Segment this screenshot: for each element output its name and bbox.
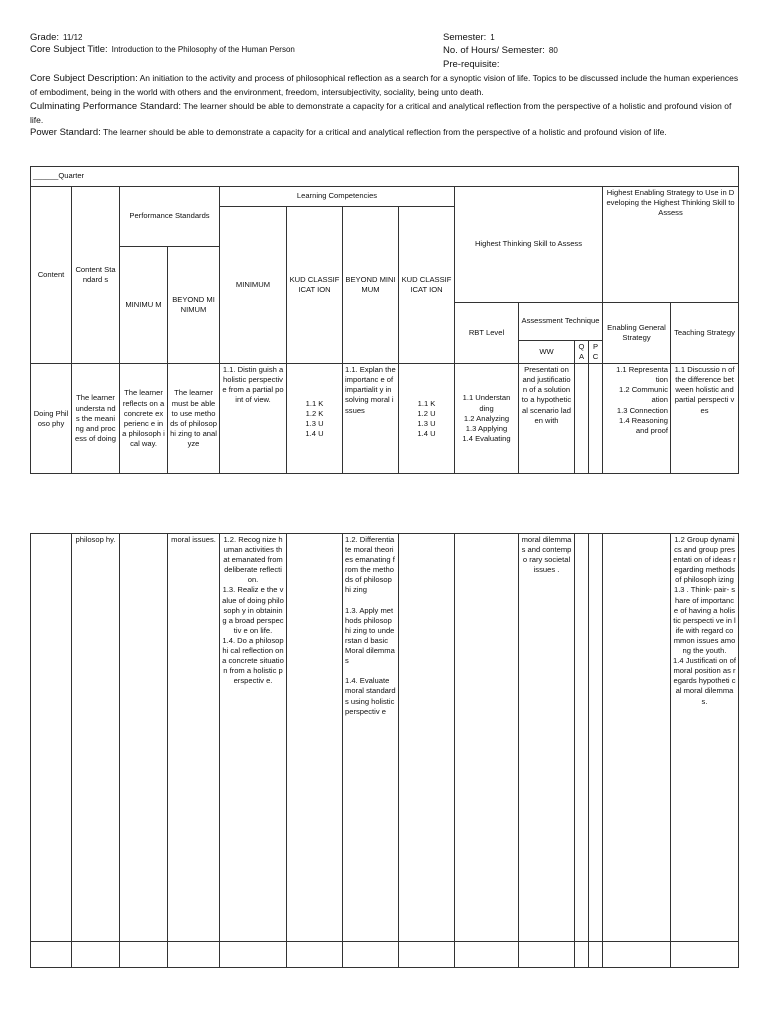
empty-cell [399, 942, 455, 968]
row1-kud-2: 1.1 K 1.2 U 1.3 U 1.4 U [399, 364, 455, 474]
row1-lc-minimum: 1.1. Distin guish a holistic perspectiv e from a partial point of view. [220, 364, 287, 474]
row1-qa [575, 364, 589, 474]
row1-kud-1: 1.1 K 1.2 K 1.3 U 1.4 U [287, 364, 343, 474]
row1-rbt-level: 1.1 Understan ding 1.2 Analyzing 1.3 Applying 1.4 Evaluating [455, 364, 519, 474]
hours-label: No. of Hours/ Semester: [443, 45, 545, 56]
row2-enabling-strategy [603, 534, 671, 942]
core-subject-description [30, 72, 742, 98]
row2-kud-2 [399, 534, 455, 942]
qa-header: Q A [575, 341, 589, 364]
performance-standards-header: Performance Standards [120, 187, 220, 247]
row2-teaching-strategy: 1.2 Group dynamics and group presentati on of ideas regarding methods of philosoph izing 1.3 . Think- pair- share of importanc e of having a holistic perspecti ve in life with regard common issues among the youth. 1.4 Justificati on of moral position as regards hypotheti cal moral dilemmas. [671, 534, 739, 942]
culminating-text: The learner should be able to demonstrate a capacity for a critical and analytical reflection from the perspective of a holistic and profound vision of life. [30, 101, 732, 125]
row1-content: Doing Philoso phy [31, 364, 72, 474]
row1-content-standard: The learner understa nds the meaning and process of doing [72, 364, 120, 474]
empty-cell [519, 942, 575, 968]
empty-cell [31, 942, 72, 968]
culminating-label: Culminating Performance Standard: [30, 101, 182, 112]
row1-perf-minimum: The learner reflects on a concrete experienc e in a philosoph ical way. [120, 364, 168, 474]
empty-cell [72, 942, 120, 968]
row2-kud-1 [287, 534, 343, 942]
rbt-level-header: RBT Level [455, 303, 519, 364]
empty-cell [343, 942, 399, 968]
power-standard [30, 126, 742, 140]
empty-cell [287, 942, 343, 968]
content-header: Content [31, 187, 72, 364]
hours-value: 80 [548, 46, 558, 55]
semester-line [443, 32, 495, 43]
grade-line [30, 32, 82, 43]
subject-value: Introduction to the Philosophy of the Human Person [111, 45, 295, 54]
row2-lc-beyond: 1.2. Differentia te moral theories emanating from the methods of philosophi zing 1.3. Apply methods philosophi zing to understan d basic Moral dilemmas 1.4. Evaluate moral standards using holistic perspectiv e [343, 534, 399, 942]
empty-cell [120, 942, 168, 968]
row1-teaching-strategy: 1.1 Discussio n of the difference between holistic and partial perspecti ves [671, 364, 739, 474]
row2-ww: moral dilemmas and contempo rary societal issues . [519, 534, 575, 942]
row2-lc-minimum: 1.2. Recog nize human activities that emanated from deliberate reflection. 1.3. Realiz e the value of doing philosoph y in obtaining a broad perspectiv e on life. 1.4. Do a philosophi cal reflection on a concrete situation from a holistic perspectiv e. [220, 534, 287, 942]
description-label: Core Subject Description: [30, 73, 138, 84]
description-text: An initiation to the activity and process of philosophical reflection as a search for a synoptic vision of life. Topics to be discussed include the human experiences of embodiment, being in the world with others and the environment, freedom, intersubjectivity, sociality, being unto death. [30, 73, 739, 97]
pc-header: P C [589, 341, 603, 364]
power-label: Power Standard: [30, 127, 101, 138]
culminating-standard [30, 100, 742, 126]
row1-enabling-strategy: 1.1 Representa tion 1.2 Communic ation 1.3 Connection 1.4 Reasoning and proof [603, 364, 671, 474]
empty-cell [575, 942, 589, 968]
empty-cell [220, 942, 287, 968]
curriculum-table-page1 [30, 166, 739, 474]
enabling-general-header: Enabling General Strategy [603, 303, 671, 364]
row2-content-standard: philosop hy. [72, 534, 120, 942]
lc-minimum-header: MINIMUM [220, 207, 287, 364]
row1-perf-beyond: The learner must be able to use methods of philosophi zing to analyze [168, 364, 220, 474]
empty-cell [589, 942, 603, 968]
row1-lc-beyond: 1.1. Explan the importanc e of impartialit y in solving moral issues [343, 364, 399, 474]
teaching-strategy-header: Teaching Strategy [671, 303, 739, 364]
enabling-strategy-header: Highest Enabling Strategy to Use in Developing the Highest Thinking Skill to Assess [603, 187, 739, 303]
prereq-label: Pre-requisite: [443, 59, 500, 70]
content-standards-header: Content Standard s [72, 187, 120, 364]
semester-label: Semester: [443, 32, 487, 43]
kud-header-1: KUD CLASSIFICAT ION [287, 207, 343, 364]
grade-value: 11/12 [63, 33, 83, 42]
row2-pc [589, 534, 603, 942]
row2-perf-beyond: moral issues. [168, 534, 220, 942]
empty-cell [455, 942, 519, 968]
thinking-skill-header: Highest Thinking Skill to Assess [455, 187, 603, 303]
perf-beyond-header: BEYOND MINIMUM [168, 247, 220, 364]
power-text: The learner should be able to demonstrate a capacity for a critical and analytical reflection from the perspective of a holistic and profound vision of life. [102, 127, 667, 137]
row1-pc [589, 364, 603, 474]
hours-line [443, 45, 558, 56]
row2-rbt-level [455, 534, 519, 942]
subject-line [30, 44, 295, 55]
empty-cell [168, 942, 220, 968]
row1-ww: Presentati on and justificatio n of a solution to a hypothetic al scenario laden with [519, 364, 575, 474]
learning-competencies-header: Learning Competencies [220, 187, 455, 207]
quarter-label: ______Quarter [31, 167, 739, 187]
empty-cell [603, 942, 671, 968]
grade-label: Grade: [30, 32, 60, 43]
lc-beyond-header: BEYOND MINIMUM [343, 207, 399, 364]
curriculum-table-page2 [30, 533, 739, 968]
kud-header-2: KUD CLASSIFICAT ION [399, 207, 455, 364]
row2-qa [575, 534, 589, 942]
assessment-technique-header: Assessment Technique [519, 303, 603, 341]
prereq-line [443, 59, 504, 70]
ww-header: WW [519, 341, 575, 364]
row2-content [31, 534, 72, 942]
empty-cell [671, 942, 739, 968]
row2-perf-minimum [120, 534, 168, 942]
subject-label: Core Subject Title: [30, 44, 108, 55]
perf-minimum-header: MINIMU M [120, 247, 168, 364]
semester-value: 1 [490, 33, 495, 42]
